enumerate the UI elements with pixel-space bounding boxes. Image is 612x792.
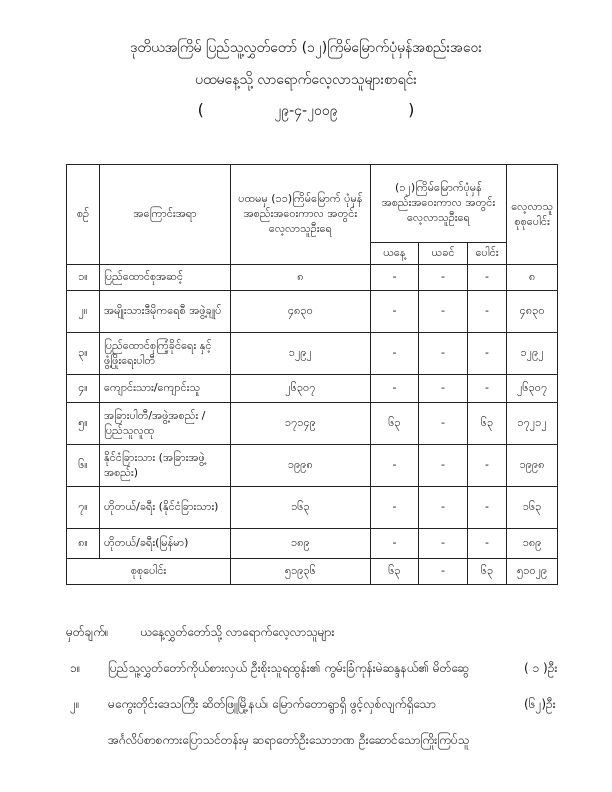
row-today: - (370, 265, 419, 291)
row-sum: - (467, 529, 506, 559)
note-item-text: မကွေးတိုင်းဒေသကြီး ဆိတ်ဖြူမြို့နယ်၊ မြောက်တောရွာရှိ ဖွင့်လှစ်လျက်ရှိသော (108, 697, 436, 711)
row-no: ၅။ (67, 403, 100, 445)
row-prev: - (419, 265, 468, 291)
row-sum: - (467, 333, 506, 375)
header-no: စဉ် (67, 165, 100, 265)
note-item-text: ပြည်သူ့လွှတ်တော်ကိုယ်စားလှယ် ဦးစိုးသူရထွန်း၏ ကွမ်းခြံကုန်းမဲဆန္ဒနယ်၏ မိတ်ဆွေ (108, 661, 469, 675)
document-title: ဒုတိယအကြိမ် ပြည်သူ့လွှတ်တော် (၁၂)ကြိမ်မြောက်ပုံမှန်အစည်းအဝေး (130, 40, 482, 56)
row-prev: - (419, 403, 468, 445)
row-category: ဟိုတယ်/ခရီး (နိုင်ငံခြားသား) (100, 487, 231, 529)
row-prev: - (419, 529, 468, 559)
row-no: ၆။ (67, 445, 100, 487)
row-no: ၂။ (67, 291, 100, 333)
row-category: ကျောင်းသား/ကျောင်းသူ (100, 375, 231, 403)
row-no: ၃။ (67, 333, 100, 375)
row-category: အမျိုးသားဒီမိုကရေစီ အဖွဲ့ချုပ် (100, 291, 231, 333)
row-category: ပြည်ထောင်စုကြံ့ခိုင်ရေး နှင့်ဖွံ့ဖြိုးရေးပါတီ (100, 333, 231, 375)
row-sum: - (467, 375, 506, 403)
row-no: ၇။ (67, 487, 100, 529)
row-today: - (370, 375, 419, 403)
row-total: ၈ (507, 265, 558, 291)
row-category: ဟိုတယ်/ခရီး(မြန်မာ) (100, 529, 231, 559)
row-today: - (370, 487, 419, 529)
row-first: ၁၂၉၂ (231, 333, 371, 375)
header-first-day: ပထမမှ (၁၁)ကြိမ်မြောက် ပုံမှန်အစည်းအဝေးကာလ အတွင်းလေ့လာသူဦးရေ (231, 165, 371, 265)
row-category: ပြည်ထောင်စုအဆင့် (100, 265, 231, 291)
row-category: နိုင်ငံခြားသား (အခြားအဖွဲ့အစည်း) (100, 445, 231, 487)
total-first: ၅၁၉၃၆ (231, 559, 371, 585)
table-row (67, 445, 558, 487)
row-category: အခြားပါတီ/အဖွဲ့အစည်း / ပြည်သူလူထု (100, 403, 231, 445)
row-no: ၈။ (67, 529, 100, 559)
note-item-no: ၁။ (70, 661, 81, 675)
header-yesterday: ယခင် (419, 243, 468, 265)
total-prev: - (419, 559, 468, 585)
table-row (67, 333, 558, 375)
row-first: ၁၇၁၄၉ (231, 403, 371, 445)
row-total: ၁၉၉၈ (507, 445, 558, 487)
bracket-close: ) (408, 100, 415, 119)
row-total: ၄၈၃၀ (507, 291, 558, 333)
header-sum: ပေါင်း (467, 243, 506, 265)
row-first: ၁၈၉ (231, 529, 371, 559)
row-prev: - (419, 487, 468, 529)
notes-heading: မှတ်ချက်။ (66, 625, 109, 639)
note-item-count: ( ၁ )ဦး (524, 661, 558, 675)
total-sum: ၆၃ (467, 559, 506, 585)
row-sum: - (467, 291, 506, 333)
row-prev: - (419, 375, 468, 403)
row-no: ၁။ (67, 265, 100, 291)
row-first: ၁၉၉၈ (231, 445, 371, 487)
notes-subheading: ယနေ့လွှတ်တော်သို့ လာရောက်လေ့လာသူများ (140, 625, 335, 639)
row-today: - (370, 529, 419, 559)
row-today: - (370, 291, 419, 333)
table-row (67, 487, 558, 529)
table-row (67, 403, 558, 445)
total-row (67, 559, 558, 585)
total-label: စုစုပေါင်း (67, 559, 231, 585)
row-total: ၁၆၃ (507, 487, 558, 529)
table-row (67, 265, 558, 291)
table-row (67, 529, 558, 559)
row-total: ၁၈၉ (507, 529, 558, 559)
date-line (0, 100, 612, 122)
bracket-open: ( (197, 100, 204, 119)
row-first: ၂၆၃၀၇ (231, 375, 371, 403)
row-sum: - (467, 487, 506, 529)
header-session12: (၁၂)ကြိမ်မြောက်ပုံမှန် အစည်းအဝေးကာလ အတွင်းလေ့လာသူဦးရေ (370, 165, 507, 243)
row-sum: ၆၃ (467, 403, 506, 445)
row-sum: - (467, 445, 506, 487)
row-total: ၂၆၃၀၇ (507, 375, 558, 403)
table-row (67, 375, 558, 403)
row-first: ၈ (231, 265, 371, 291)
row-sum: - (467, 265, 506, 291)
row-first: ၁၆၃ (231, 487, 371, 529)
row-prev: - (419, 333, 468, 375)
header-category: အကြောင်းအရာ (100, 165, 231, 265)
row-today: - (370, 445, 419, 487)
row-today: ၆၃ (370, 403, 419, 445)
note-item-no: ၂။ (70, 697, 80, 711)
table-row (67, 291, 558, 333)
note-item-count: (၆၂)ဦး (524, 697, 556, 711)
document-subtitle: ပထမနေ့သို့ လာရောက်လေ့လာသူများစာရင်း (195, 72, 417, 88)
total-grand: ၅၁၀၂၉ (507, 559, 558, 585)
row-prev: - (419, 445, 468, 487)
header-grand-total: လေ့လာသူ စုစုပေါင်း (507, 165, 558, 265)
total-today: ၆၃ (370, 559, 419, 585)
row-today: - (370, 333, 419, 375)
row-first: ၄၈၃၀ (231, 291, 371, 333)
document-date: ၂၉-၄-၂၀၀၉ (274, 103, 338, 119)
header-today: ယနေ့ (370, 243, 419, 265)
visitors-table (66, 164, 558, 585)
note-continuation: အင်္ဂလိပ်စာစကားပြောသင်တန်းမှ ဆရာတော်ဦးသောဘဏ ဦးဆောင်သောကြိုးကြပ်သူ (108, 733, 470, 747)
row-no: ၄။ (67, 375, 100, 403)
row-total: ၁၇၂၁၂ (507, 403, 558, 445)
row-prev: - (419, 291, 468, 333)
row-total: ၁၂၉၂ (507, 333, 558, 375)
